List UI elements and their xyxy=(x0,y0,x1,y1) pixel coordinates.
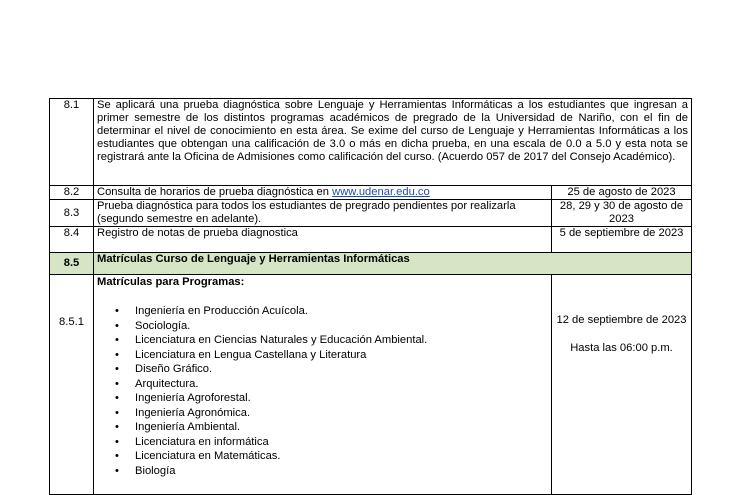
section-title: Matrículas Curso de Lenguaje y Herramientas Informáticas xyxy=(94,253,692,275)
website-link[interactable]: www.udenar.edu.co xyxy=(332,186,430,198)
list-item: • Licenciatura en informática xyxy=(135,435,548,450)
list-item: • Arquitectura. xyxy=(135,377,548,392)
program-list xyxy=(97,304,548,478)
section-number: 8.5 xyxy=(50,253,94,275)
row-description: Prueba diagnóstica para todos los estudiantes de pregrado pendientes por realizarla (segundo semestre en adelante). xyxy=(94,200,552,227)
table-row xyxy=(50,200,692,227)
row-number: 8.1 xyxy=(50,99,94,186)
table-row xyxy=(50,227,692,253)
section-header-row xyxy=(50,253,692,275)
list-item: • Licenciatura en Ciencias Naturales y Educación Ambiental. xyxy=(135,333,548,348)
row-description: Registro de notas de prueba diagnostica xyxy=(94,227,552,253)
list-item: • Ingeniería Agronómica. xyxy=(135,406,548,421)
row-description: Se aplicará una prueba diagnóstica sobre Lenguaje y Herramientas Informáticas a los estudiantes que ingresan a primer semestre de los distintos programas académicos de pregrado de la Universidad de Nariño, con el fin de determinar el nivel de conocimiento en esta área. Se exime del curso de Lenguaje y Herramientas Informáticas a los estudiantes que obtengan una calificación de 3.0 o más en dicha prueba, en una escala de 0.0 a 5.0 y esta nota se registrará ante la Oficina de Admisiones como calificación del curso. (Acuerdo 057 de 2017 del Consejo Académico). xyxy=(94,99,692,186)
row-description-text: Consulta de horarios de prueba diagnóstica en xyxy=(97,186,333,198)
enrollment-deadline: Hasta las 06:00 p.m. xyxy=(570,342,673,354)
programs-row xyxy=(50,275,692,495)
enrollment-date: 12 de septiembre de 2023 xyxy=(556,314,687,326)
row-date: 25 de agosto de 2023 xyxy=(552,186,692,200)
row-description xyxy=(94,186,552,200)
list-item: • Diseño Gráfico. xyxy=(135,362,548,377)
row-number: 8.4 xyxy=(50,227,94,253)
programs-date-cell xyxy=(552,275,692,495)
programs-heading: Matrículas para Programas: xyxy=(97,276,245,288)
row-date: 28, 29 y 30 de agosto de 2023 xyxy=(552,200,692,227)
schedule-table xyxy=(49,98,692,495)
list-item: • Licenciatura en Matemáticas. xyxy=(135,449,548,464)
list-item: • Licenciatura en Lengua Castellana y Literatura xyxy=(135,348,548,363)
row-number: 8.2 xyxy=(50,186,94,200)
row-number: 8.5.1 xyxy=(50,275,94,495)
list-item: • Ingeniería en Producción Acuícola. xyxy=(135,304,548,319)
table-row xyxy=(50,99,692,186)
list-item: • Ingeniería Ambiental. xyxy=(135,420,548,435)
row-number: 8.3 xyxy=(50,200,94,227)
row-date: 5 de septiembre de 2023 xyxy=(552,227,692,253)
list-item: • Sociología. xyxy=(135,319,548,334)
list-item: • Ingeniería Agroforestal. xyxy=(135,391,548,406)
list-item: • Biología xyxy=(135,464,548,479)
programs-cell xyxy=(94,275,552,495)
table-row xyxy=(50,186,692,200)
